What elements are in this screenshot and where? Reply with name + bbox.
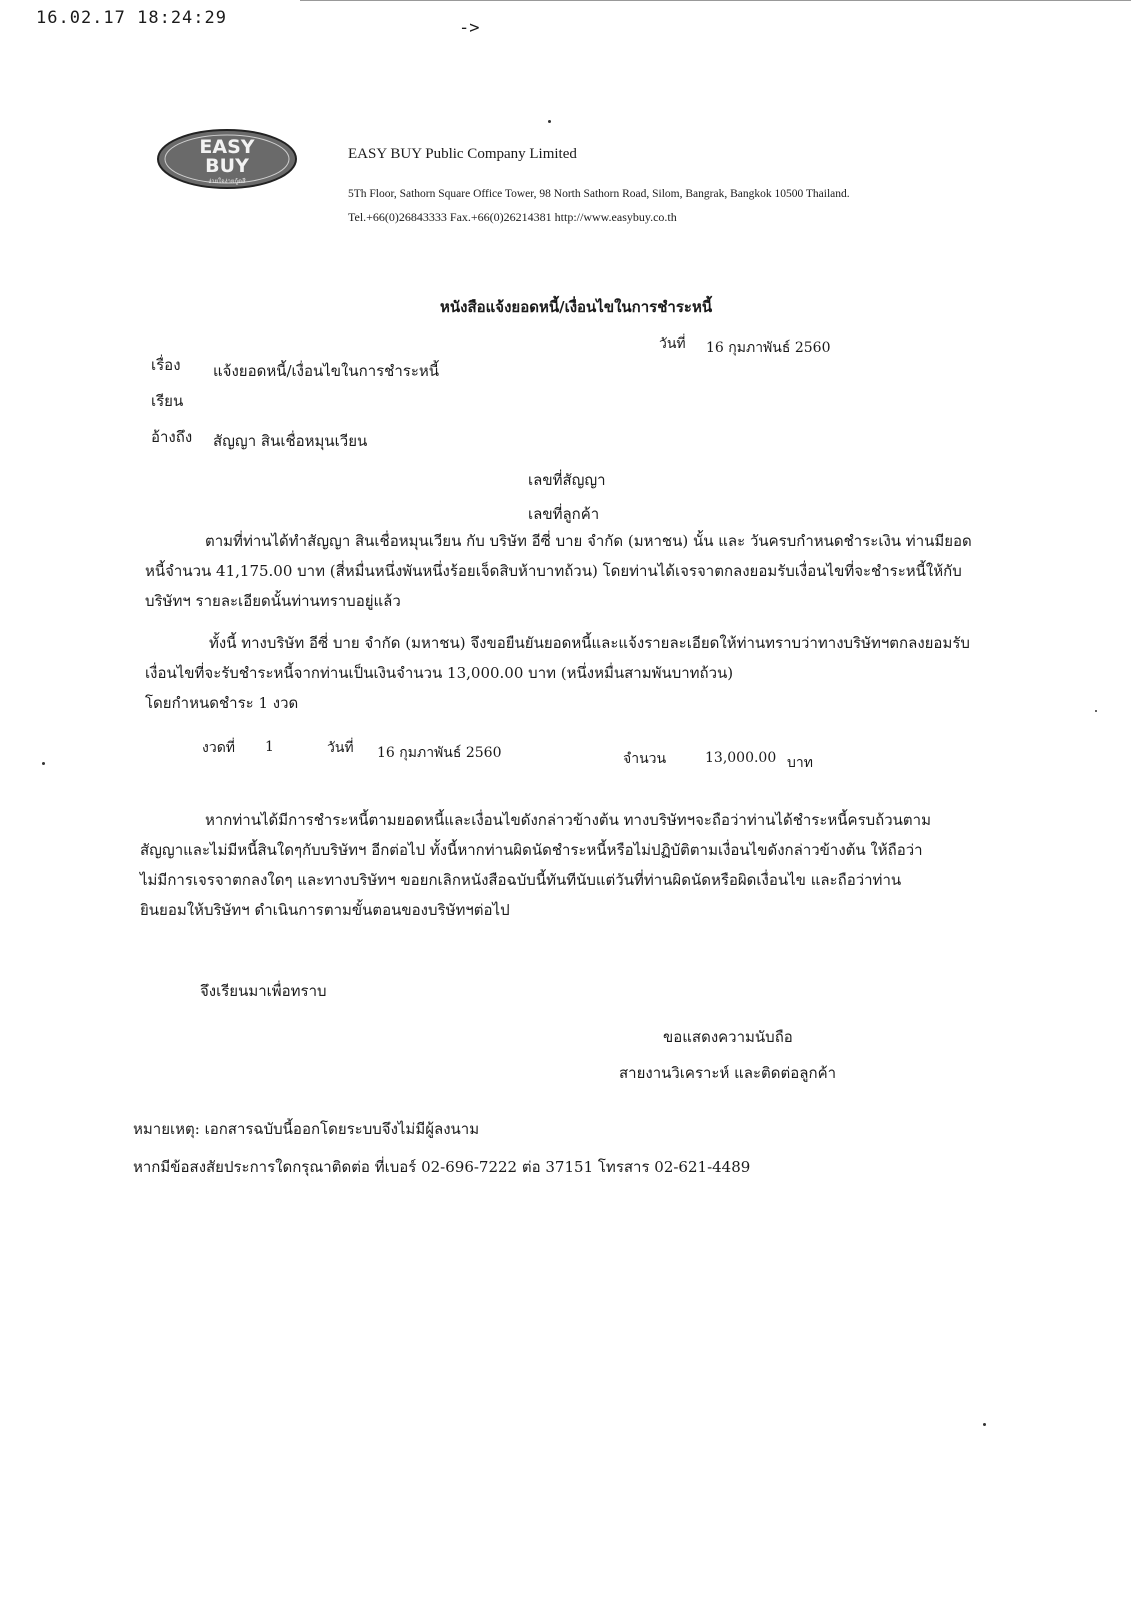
paragraph-line: ไม่มีการเจรจาตกลงใดๆ และทางบริษัทฯ ขอยกเลิกหนังสือฉบับนี้ทันทีนับแต่วันที่ท่านผิดนัดหรือผิดเงื่อนไข และถือว่าท่าน — [140, 871, 902, 889]
paragraph-line: โดยกำหนดชำระ 1 งวด — [145, 694, 299, 712]
scan-speck — [1095, 710, 1097, 712]
customer-number-label: เลขที่ลูกค้า — [528, 505, 600, 523]
ref-value: สัญญา สินเชื่อหมุนเวียน — [213, 432, 368, 450]
paragraph-line: บริษัทฯ รายละเอียดนั้นท่านทราบอยู่แล้ว — [145, 592, 401, 610]
department-line: สายงานวิเคราะห์ และติดต่อลูกค้า — [619, 1064, 837, 1082]
installment-amount-label: จำนวน — [623, 751, 667, 767]
paragraph-debt-amount — [145, 526, 1005, 616]
subject-value: แจ้งยอดหนี้/เงื่อนไขในการชำระหนี้ — [213, 362, 440, 380]
subject-label: เรื่อง — [151, 356, 181, 374]
installment-label: งวดที่ — [202, 740, 236, 756]
fax-arrow: -> — [459, 18, 480, 38]
paragraph-line: หากท่านได้มีการชำระหนี้ตามยอดหนี้และเงื่อนไขดังกล่าวข้างต้น ทางบริษัทฯจะถือว่าท่านได้ชำระหนี้ครบถ้วนตาม — [205, 811, 931, 829]
ref-label: อ้างถึง — [151, 428, 193, 446]
installment-currency: บาท — [787, 755, 813, 771]
regards-line: ขอแสดงความนับถือ — [663, 1028, 793, 1046]
installment-amount-value: 13,000.00 — [705, 750, 777, 766]
company-address: 5Th Floor, Sathorn Square Office Tower, 98 North Sathorn Road, Silom, Bangrak, Bangkok 10500 Thailand. — [348, 188, 850, 200]
note-system-generated: หมายเหตุ: เอกสารฉบับนี้ออกโดยระบบจึงไม่มีผู้ลงนาม — [133, 1120, 480, 1138]
paragraph-line: เงื่อนไขที่จะรับชำระหนี้จากท่านเป็นเงินจำนวน 13,000.00 บาท (หนึ่งหมื่นสามพันบาทถ้วน) — [145, 664, 734, 682]
scan-speck — [548, 120, 551, 123]
paragraph-confirmation — [145, 628, 1005, 718]
installment-date-label: วันที่ — [327, 740, 354, 756]
fax-top-border — [300, 0, 1131, 1]
letter-title: หนังสือแจ้งยอดหนี้/เงื่อนไขในการชำระหนี้ — [440, 298, 713, 316]
logo-text-top: EASY — [199, 136, 255, 158]
scan-speck — [983, 1423, 986, 1426]
paragraph-line: ทั้งนี้ ทางบริษัท อีซี่ บาย จำกัด (มหาชน) จึงขอยืนยันยอดหนี้และแจ้งรายละเอียดให้ท่านทราบว่าทางบริษัทฯตกลงยอมรับ — [209, 634, 970, 652]
paragraph-line: สัญญาและไม่มีหนี้สินใดๆกับบริษัทฯ อีกต่อไป ทั้งนี้หากท่านผิดนัดชำระหนี้หรือไม่ปฏิบัติตามเงื่อนไขดังกล่าวข้างต้น ให้ถือว่า — [140, 841, 923, 859]
installment-date-value: 16 กุมภาพันธ์ 2560 — [377, 745, 502, 761]
paragraph-line: ตามที่ท่านได้ทำสัญญา สินเชื่อหมุนเวียน กับ บริษัท อีซี่ บาย จำกัด (มหาชน) นั้น และ วันครบกำหนดชำระเงิน ท่านมียอด — [205, 532, 972, 550]
contract-number-label: เลขที่สัญญา — [528, 471, 606, 489]
closing-line: จึงเรียนมาเพื่อทราบ — [200, 982, 327, 1000]
note-contact-info: หากมีข้อสงสัยประการใดกรุณาติดต่อ ที่เบอร์ 02-696-7222 ต่อ 37151 โทรสาร 02-621-4489 — [133, 1158, 751, 1176]
logo-tagline: ง่ายใจง่ายกู้ดสี — [208, 178, 246, 185]
to-label: เรียน — [151, 392, 184, 410]
paragraph-line: หนี้จำนวน 41,175.00 บาท (สี่หมื่นหนึ่งพันหนึ่งร้อยเจ็ดสิบห้าบาทถ้วน) โดยท่านได้เจรจาตกลงยอมรับเงื่อนไขที่จะชำระหนี้ให้กับ — [145, 562, 962, 580]
easy-buy-logo — [156, 128, 298, 190]
fax-timestamp: 16.02.17 18:24:29 — [36, 8, 227, 28]
company-contact: Tel.+66(0)26843333 Fax.+66(0)26214381 http://www.easybuy.co.th — [348, 210, 677, 224]
date-label: วันที่ — [659, 336, 686, 352]
logo-text-bottom: BUY — [205, 155, 249, 177]
company-name: EASY BUY Public Company Limited — [348, 146, 577, 162]
date-value: 16 กุมภาพันธ์ 2560 — [706, 340, 831, 356]
scan-speck — [42, 762, 45, 765]
paragraph-conditions — [140, 805, 1005, 925]
installment-number: 1 — [265, 739, 274, 755]
paragraph-line: ยินยอมให้บริษัทฯ ดำเนินการตามขั้นตอนของบริษัทฯต่อไป — [140, 901, 510, 919]
